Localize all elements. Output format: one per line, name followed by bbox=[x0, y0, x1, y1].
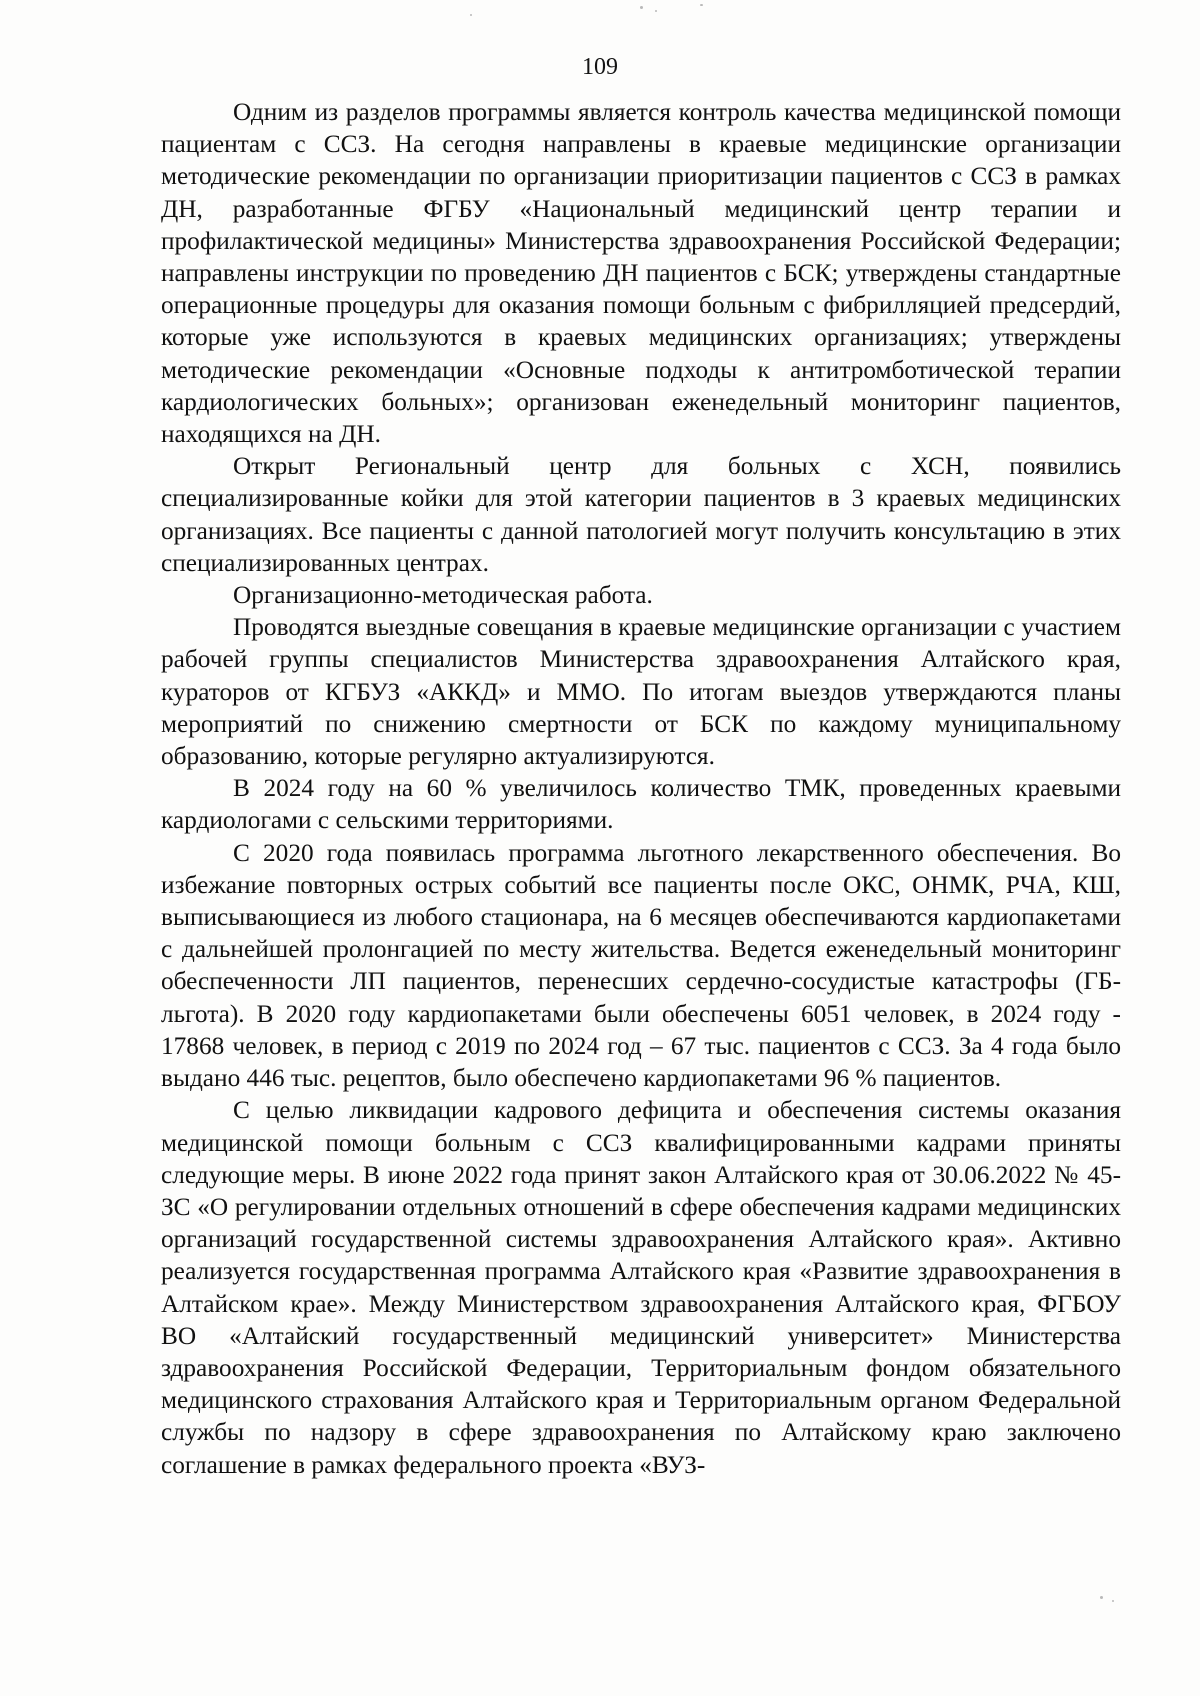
scan-speck bbox=[655, 10, 657, 12]
paragraph: Открыт Региональный центр для больных с ХСН, появились специализированные койки для этой категории пациентов в 3 краевых медицинских организациях. Все пациенты с данной патологией могут получить консультацию в этих специализированных центрах. bbox=[161, 452, 1121, 577]
scan-speck bbox=[1100, 1596, 1103, 1599]
scan-speck bbox=[1112, 1600, 1114, 1602]
paragraph: Одним из разделов программы является контроль качества медицинской помощи пациентам с ССЗ. На сегодня направлены в краевые медицинские организации методические рекомендации по организации приоритизации пациентов с ССЗ в рамках ДН, разработанные ФГБУ «Национальный медицинский центр терапии и профилактической медицины» Министерства здравоохранения Российской Федерации; направлены инструкции по проведению ДН пациентов с БСК; утверждены стандартные операционные процедуры для оказания помощи больным с фибрилляцией предсердий, которые уже используются в краевых медицинских организациях; утверждены методические рекомендации «Основные подходы к антитромботической терапии кардиологических больных»; организован еженедельный мониторинг пациентов, находящихся на ДН. bbox=[161, 98, 1121, 449]
page-number: 109 bbox=[582, 54, 618, 80]
paragraph: Проводятся выездные совещания в краевые медицинские организации с участием рабочей группы специалистов Министерства здравоохранения Алтайского края, кураторов от КГБУЗ «АККД» и ММО. По итогам выездов утверждаются планы мероприятий по снижению смертности от БСК по каждому муниципальному образованию, которые регулярно актуализируются. bbox=[161, 613, 1121, 771]
paragraph: С 2020 года появилась программа льготного лекарственного обеспечения. Во избежание повторных острых событий все пациенты после ОКС, ОНМК, РЧА, КШ, выписывающиеся из любого стационара, на 6 месяцев обеспечиваются кардиопакетами с дальнейшей пролонгацией по месту жительства. Ведется еженедельный мониторинг обеспеченности ЛП пациентов, перенесших сердечно-сосудистые катастрофы (ГБ-льгота). В 2020 году кардиопакетами были обеспечены 6051 человек, в 2024 году - 17868 человек, в период с 2019 по 2024 год – 67 тыс. пациентов с ССЗ. За 4 года было выдано 446 тыс. рецептов, было обеспечено кардиопакетами 96 % пациентов. bbox=[161, 838, 1121, 1093]
document-body bbox=[161, 96, 1121, 1481]
paragraph: Организационно-методическая работа. bbox=[233, 581, 653, 610]
scan-speck bbox=[700, 4, 703, 6]
paragraph: С целью ликвидации кадрового дефицита и обеспечения системы оказания медицинской помощи больным с ССЗ квалифицированными кадрами приняты следующие меры. В июне 2022 года принят закон Алтайского края от 30.06.2022 № 45-ЗС «О регулировании отдельных отношений в сфере обеспечения кадрами медицинских организаций государственной системы здравоохранения Алтайского края». Активно реализуется государственная программа Алтайского края «Развитие здравоохранения в Алтайском крае». Между Министерством здравоохранения Алтайского края, ФГБОУ ВО «Алтайский государственный медицинский университет» Министерства здравоохранения Российской Федерации, Территориальным фондом обязательного медицинского страхования Алтайского края и Территориальным органом Федеральной службы по надзору в сфере здравоохранения по Алтайскому краю заключено соглашение в рамках федерального проекта «ВУЗ- bbox=[161, 1096, 1121, 1479]
paragraph: В 2024 году на 60 % увеличилось количество ТМК, проведенных краевыми кардиологами с сельскими территориями. bbox=[161, 774, 1121, 835]
scan-speck bbox=[640, 6, 643, 9]
scan-speck bbox=[470, 14, 472, 16]
